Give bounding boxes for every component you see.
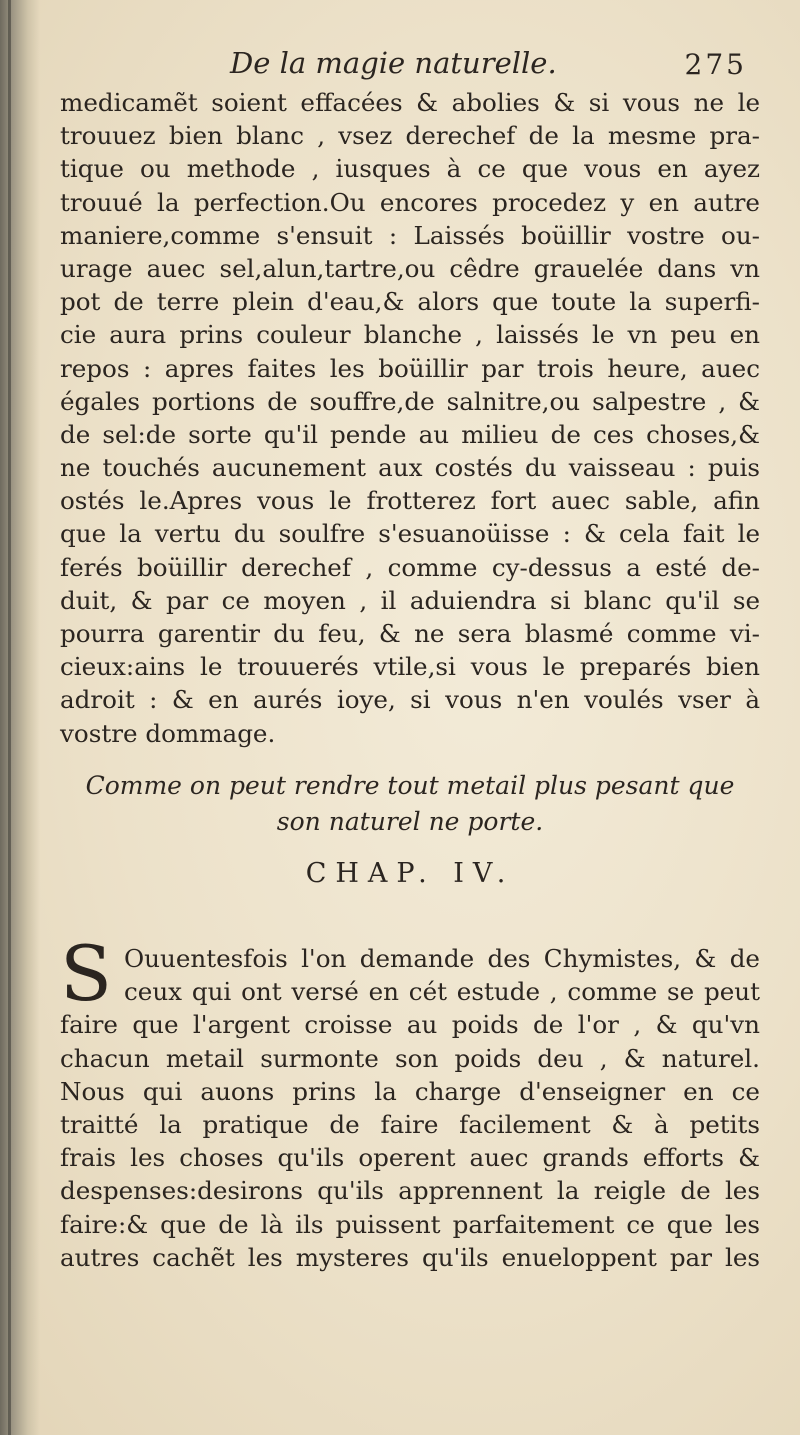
chapter-title-line: Comme on peut rendre tout metail plus pesant que <box>85 771 735 800</box>
chapter-heading: CHAP. IV. <box>305 858 515 889</box>
text-line: despenses:desirons qu'ils apprennent la reigle de les <box>60 1176 760 1206</box>
page-gutter <box>0 0 40 1435</box>
text-line: vostre dommage. <box>60 718 276 748</box>
chapter-title-line: son naturel ne porte. <box>276 807 544 836</box>
text-line: maniere,comme s'ensuit : Laissés boüillir vostre ou- <box>60 220 760 250</box>
text-line: traitté la pratique de faire facilement & à petits <box>60 1109 760 1139</box>
running-head: De la magie naturelle. <box>230 46 557 80</box>
text-line: medicamẽt soient effacées & abolies & si vous ne le <box>60 88 760 117</box>
text-line: duit, & par ce moyen , il aduiendra si blanc qu'il se <box>60 585 760 615</box>
text-line: faire:& que de là ils puissent parfaitement ce que les <box>60 1209 760 1239</box>
text-line: faire que l'argent croisse au poids de l'or , & qu'vn <box>60 1010 760 1040</box>
text-line: ne touchés aucunement aux costés du vaisseau : puis <box>60 453 760 483</box>
chapter-title <box>60 768 760 840</box>
text-line: égales portions de souffre,de salnitre,ou salpestre , & <box>60 386 760 416</box>
page-number: 275 <box>684 48 747 81</box>
text-line: Ouuentesfois l'on demande des Chymistes, & de <box>124 944 760 973</box>
text-line: de sel:de sorte qu'il pende au milieu de ces choses,& <box>60 419 760 449</box>
text-line: urage auec sel,alun,tartre,ou cêdre grauelée dans vn <box>60 253 760 283</box>
text-line: repos : apres faites les boüillir par trois heure, auec <box>60 353 760 383</box>
chapter-body <box>60 929 760 1274</box>
drop-cap: S <box>60 929 113 1018</box>
text-line: que la vertu du soulfre s'esuanoüisse : & cela fait le <box>60 519 760 549</box>
text-line: pourra garentir du feu, & ne sera blasmé comme vi- <box>60 619 760 648</box>
page-header <box>60 40 755 90</box>
text-line: Nous qui auons prins la charge d'enseigner en ce <box>60 1076 760 1106</box>
text-line: adroit : & en aurés ioye, si vous n'en voulés vser à <box>60 685 760 715</box>
text-line: ceux qui ont versé en cét estude , comme se peut <box>124 977 760 1007</box>
text-line: autres cachẽt les mysteres qu'ils enueloppent par les <box>60 1242 760 1272</box>
text-line: trouué la perfection.Ou encores procedez y en autre <box>60 187 760 217</box>
text-line: cieux:ains le trouuerés vtile,si vous le preparés bien <box>60 652 760 682</box>
text-line: cie aura prins couleur blanche , laissés le vn peu en <box>60 320 760 350</box>
text-line: trouuez bien blanc , vsez derechef de la mesme pra- <box>60 121 760 151</box>
text-line: tique ou methode , iusques à ce que vous en ayez <box>60 154 760 184</box>
text-line: ferés boüillir derechef , comme cy-dessus a esté de- <box>60 552 760 582</box>
text-line: chacun metail surmonte son poids deu , & naturel. <box>60 1043 760 1073</box>
body-text <box>60 86 760 750</box>
text-line: ostés le.Apres vous le frotterez fort auec sable, afin <box>60 486 760 516</box>
text-line: pot de terre plein d'eau,& alors que toute la superfi- <box>60 287 760 317</box>
text-line: frais les choses qu'ils operent auec grands efforts & <box>60 1143 760 1173</box>
binding-edge <box>8 0 11 1435</box>
